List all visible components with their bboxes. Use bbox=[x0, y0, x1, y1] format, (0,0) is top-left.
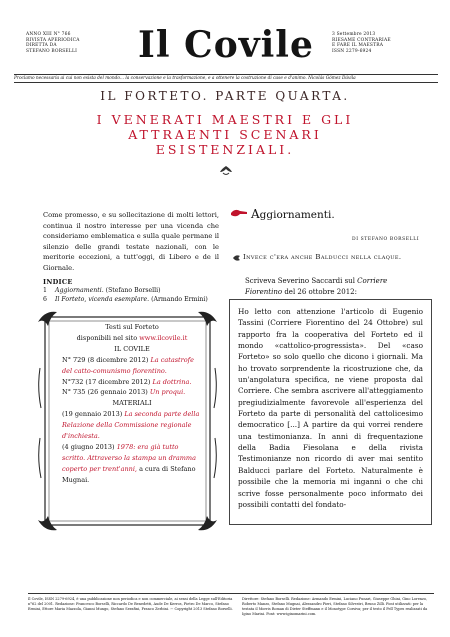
lead-paragraph bbox=[245, 276, 415, 298]
updates-subhead: Invece c'era anche Balducci nella claque. bbox=[243, 253, 402, 261]
masthead-right-line-3: E FARE IL MAESTRA bbox=[332, 43, 384, 49]
masthead-right-line-2: RIESAME CONTRARIAE bbox=[332, 37, 391, 43]
colophon bbox=[28, 593, 434, 616]
fleuron-ornament-icon bbox=[219, 165, 233, 177]
box-content bbox=[62, 322, 202, 486]
entry-title: Un proqui. bbox=[149, 388, 186, 397]
material-credit: a cura di Stefano Mugnai. bbox=[62, 464, 196, 484]
material-ref: (4 giugno 2013) bbox=[62, 442, 115, 451]
headline bbox=[75, 112, 375, 157]
hand-pointer-icon bbox=[230, 207, 248, 219]
issue-date: 3 Settembre 2013 bbox=[332, 32, 376, 37]
masthead-left-info bbox=[26, 32, 116, 54]
entry-ref: N° 729 (8 dicembre 2012) bbox=[62, 355, 149, 364]
index-item-author: (Armando Ermini) bbox=[151, 295, 208, 303]
box-material[interactable] bbox=[62, 442, 202, 486]
colophon-left: Il Covile, ISSN 2279-6924, è una pubblicazione non periodica e non commerciale, ai sensi della Legge sull'Editoria n°62 del 2001. Redazione: Francesco Borselli, Riccardo De Benedetti, Aude De Kerros, Pietro De Marco, Stefano Ermini, Ettore Maria Mazzola, Gianni Mungo, Stefano Serafini, Franco Zerbini. ☞ Copyright 2013 Stefano Borselli. bbox=[28, 597, 233, 611]
entry-title: La dottrina. bbox=[152, 377, 192, 386]
index-list bbox=[43, 287, 223, 304]
updates-byline: DI STEFANO BORSELLI bbox=[352, 237, 420, 242]
material-title: 1978: era già tutto scritto. Attraverso la stampa un dramma coperto per trent'anni, bbox=[62, 442, 196, 473]
directed-by-label: DIRETTA DA bbox=[26, 43, 57, 49]
director-name: STEFANO BORSELLI bbox=[26, 48, 78, 54]
box-section-covile: IL COVILE bbox=[114, 344, 150, 353]
headline-line-1: I VENERATI MAESTRI E GLI bbox=[96, 112, 354, 127]
material-title: La seconda parte della Relazione della Commissione regionale d'inchiesta. bbox=[62, 410, 200, 441]
material-ref: (19 gennaio 2013) bbox=[62, 410, 123, 419]
index-page-number: 6 bbox=[43, 295, 47, 303]
entry-title: La catastrofe del catto-comunismo fiorentino. bbox=[62, 355, 194, 375]
box-material[interactable] bbox=[62, 409, 202, 442]
updates-title-initial: A bbox=[251, 207, 260, 221]
headline-line-3: ESISTENZIALI. bbox=[155, 142, 295, 157]
masthead-right-info bbox=[332, 32, 432, 54]
box-intro-2: disponibili nel sito bbox=[76, 333, 138, 342]
entry-ref: N° 735 (26 gennaio 2013) bbox=[62, 388, 148, 397]
entry-ref: N°732 (17 dicembre 2012) bbox=[62, 377, 151, 386]
headline-line-2: ATTRAENTI SCENARI bbox=[128, 127, 322, 142]
intro-paragraph: Come promesso, e su sollecitazione di molti lettori, continua il nostro interesse per una vicenda che consideriamo emblematica e sulla quale permane il silenzio delle grandi testate nazionali, con le meritorie eccezioni, a tutt'oggi, di Libero e de il Giornale. bbox=[43, 211, 219, 272]
publication-type: RIVISTA APERIODICA bbox=[26, 37, 80, 43]
index-item[interactable] bbox=[43, 287, 223, 296]
lead-newspaper: Corriere Fiorentino bbox=[245, 277, 388, 296]
box-section-materials: MATERIALI bbox=[112, 399, 152, 408]
quoted-letter bbox=[229, 299, 432, 525]
index-item-title: Il Forteto, vicenda esemplare. bbox=[55, 295, 150, 303]
box-entry[interactable] bbox=[62, 377, 202, 388]
index-page-number: 1 bbox=[43, 287, 47, 294]
masthead-logo: Il Covile bbox=[138, 24, 314, 66]
index-heading: INDICE bbox=[43, 278, 73, 286]
colophon-right: Direttore: Stefano Borselli. Redazione: Armando Ermini, Luciano Funari, Giuseppe Ghini, Gino Lorenzo, Roberto Manzo, Stefano Mugnai, Alessandro Pieri, Stefano Silvestri, Bruno Zilli. Font utilizzati: per la testata il Morris Roman di Dieter Steffmann e il Monotype Corsiva; per il testo il Fell Types realizzati da Igino Marini. Font: www.iginomarini.com. bbox=[242, 597, 428, 616]
box-site-line bbox=[62, 333, 202, 344]
index-item-title: Aggiornamenti. bbox=[55, 287, 104, 294]
lead-date: del 26 ottobre 2012: bbox=[284, 287, 357, 296]
index-item[interactable] bbox=[43, 296, 223, 305]
index-item-author: (Stefano Borselli) bbox=[105, 287, 161, 294]
updates-title bbox=[251, 207, 335, 221]
box-entry[interactable] bbox=[62, 387, 202, 398]
updates-title-rest: ggiornamenti. bbox=[259, 209, 335, 221]
leaf-ornament-icon bbox=[232, 254, 241, 262]
box-intro: Testi sul Forteto bbox=[105, 323, 159, 331]
issue-number: ANNO XIII N° 766 bbox=[26, 32, 71, 37]
quote-text: Ho letto con attenzione l'articolo di Eugenio Tassini (Corriere Fiorentino del 24 Ottobre) sul rapporto fra la cooperativa del Forteto ed il mondo «cattolico-progressista». Del «caso Forteto» so solo quello che dicono i giornali. Ma ho trovato sorprendente la ricostruzione che, da un'angolatura specifica, ne viene proposta dal Corriere. Che sembra ascrivere all'atteggiamento pregiudizialmente favorevole all'esperienza del Forteto da parte di personalità del cattolicesimo democratico [...] A partire da qui vorrei rendere una testimonianza. In anni di frequentazione della Badia Fiesolana e della rivista Testimonianze non ricordo di aver mai sentito Balducci parlare del Forteto. Naturalmente è possibile che la memoria mi inganni o che chi scrive fosse personalmente poco informato dei possibili contatti del fondato- bbox=[238, 307, 423, 509]
masthead-motto: Proclamo necessaria ai cui non esista del mondo... la conservazione e la trasformazione, e a ottenere la costruzione di case e d'animo. Nicolás Gómez Dávila bbox=[14, 74, 438, 83]
forteto-texts-box bbox=[36, 308, 219, 534]
lead-text: Scriveva Severino Saccardi sul bbox=[245, 277, 355, 285]
site-link[interactable]: www.ilcovile.it bbox=[139, 333, 188, 342]
series-title: IL FORTETO. PARTE QUARTA. bbox=[100, 89, 350, 103]
issn: ISSN 2279-6924 bbox=[332, 48, 372, 54]
box-entry[interactable] bbox=[62, 355, 202, 377]
